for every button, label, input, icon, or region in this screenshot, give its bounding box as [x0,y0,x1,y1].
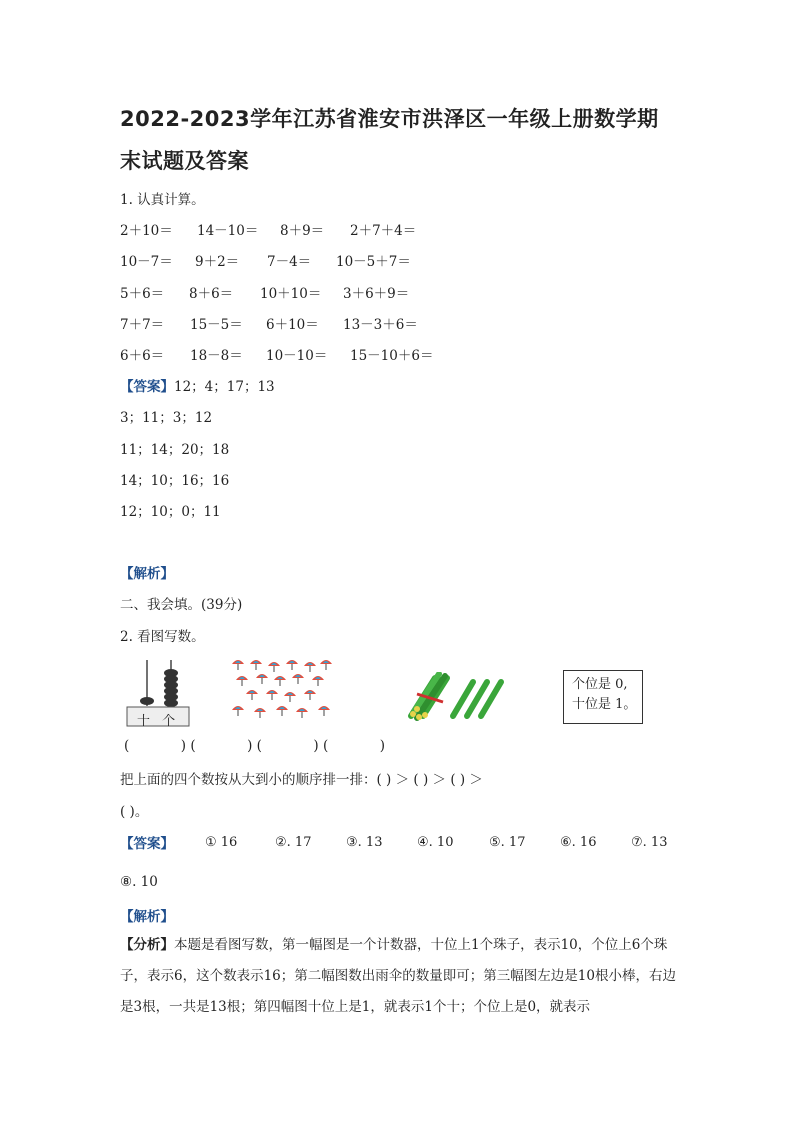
sort-instruction: 把上面的四个数按从大到小的顺序排一排：( ) ＞ ( ) ＞ ( ) ＞ [120,772,483,788]
answer-item: ④. 10 [417,835,454,850]
answer-line: 11；14；20；18 [120,442,230,458]
calc-item: 10－5＋7＝ [336,254,411,270]
analysis-text: 本题是看图写数，第一幅图是一个计数器，十位上1个珠子，表示10，个位上6个珠子，表示6，这个数表示16；第二幅图数出雨伞的数量即可；第三幅图左边是10根小棒，右边是3根，一共是13根；第四幅图十位上是1，就表示1个十；个位上是0，就表示 [120,937,676,1015]
calc-item: 8＋9＝ [280,223,325,239]
answer-line: 12；10；0；11 [120,504,221,520]
umbrella-icon [232,660,244,670]
calc-item: 6＋6＝ [120,348,165,364]
document-title: 2022-2023学年江苏省淮安市洪泽区一年级上册数学期末试题及答案 [120,107,659,173]
answer-item: ① 16 [205,835,238,850]
abacus-bead [140,697,154,705]
answer-item: ⑧. 10 [120,874,158,890]
q2-heading: 2. 看图写数。 [120,629,205,645]
box-line: 十位是 1。 [572,697,637,712]
answer-label: 【答案】 [120,379,174,395]
calc-item: 15－10＋6＝ [350,348,434,364]
analysis-paragraph [120,930,680,1023]
calc-item: 7＋7＝ [120,317,165,333]
q1-answer [120,375,275,395]
calc-item: 13－3＋6＝ [343,317,418,333]
answer-blanks: ( ) ( ) ( ) ( ) [124,738,385,754]
sticks-figure [405,672,509,724]
calc-item: 2＋10＝ [120,223,173,239]
calc-item: 10－10＝ [266,348,328,364]
sort-instruction-cont: ( )。 [120,804,149,820]
calc-item: 18－8＝ [190,348,243,364]
stick-bundle [410,674,447,720]
analysis-head: 【分析】 [120,937,174,953]
analysis-label: 【解析】 [120,566,174,582]
answer-item: ③. 13 [346,835,383,850]
answer-line: 12；4；17；13 [174,379,275,395]
q1-heading: 1. 认真计算。 [120,192,205,208]
answer-item: ⑥. 16 [560,835,597,850]
calc-item: 6＋10＝ [266,317,319,333]
calc-item: 9＋2＝ [195,254,240,270]
answer-label: 【答案】 [120,836,174,852]
abacus-label: 十 个 [137,714,180,729]
answer-item: ⑦. 13 [631,835,668,850]
calc-item: 14－10＝ [197,223,259,239]
analysis-label: 【解析】 [120,909,174,925]
calc-item: 15－5＝ [190,317,243,333]
calc-item: 10－7＝ [120,254,173,270]
calc-item: 5＋6＝ [120,286,165,302]
answer-line: 14；10；16；16 [120,473,230,489]
answer-item: ⑤. 17 [489,835,526,850]
place-value-box [563,670,643,724]
umbrellas-figure [232,658,336,724]
calc-item: 2＋7＋4＝ [350,223,417,239]
calc-item: 8＋6＝ [189,286,234,302]
box-line: 个位是 0, [572,677,628,692]
calc-item: 10＋10＝ [260,286,322,302]
answer-item: ②. 17 [275,835,312,850]
answer-line: 3；11；3；12 [120,410,213,426]
calc-item: 7－4＝ [267,254,312,270]
section-heading: 二、我会填。(39分) [120,597,243,613]
calc-item: 3＋6＋9＝ [343,286,410,302]
